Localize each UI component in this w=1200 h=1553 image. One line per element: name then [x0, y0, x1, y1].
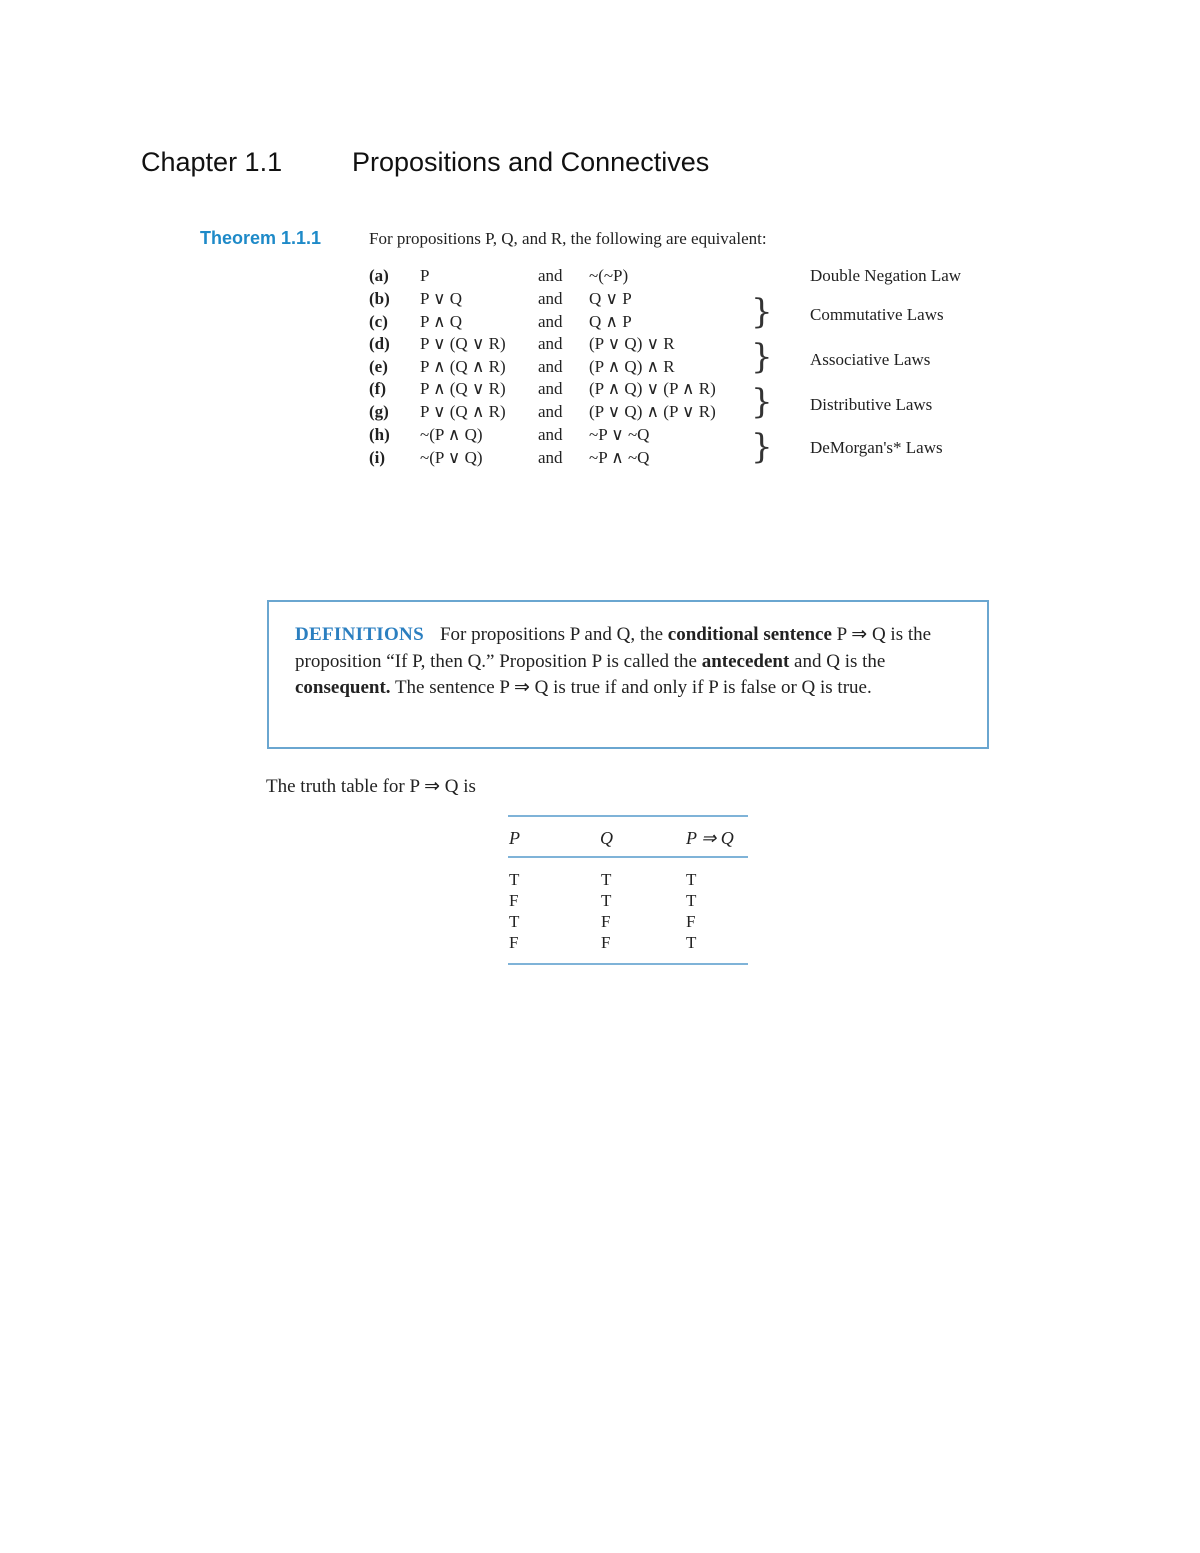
table-cell: T — [686, 870, 697, 889]
row-label: (b) — [369, 289, 390, 308]
row-conj: and — [538, 357, 563, 376]
definition-part: For propositions P and Q, the — [439, 624, 668, 645]
right-brace-icon: } — [751, 427, 773, 467]
row-rhs: Q ∨ P — [589, 289, 632, 308]
row-rhs: (P ∨ Q) ∨ R — [589, 334, 675, 353]
row-lhs: ~(P ∧ Q) — [420, 425, 483, 444]
law-double-negation: Double Negation Law — [810, 266, 962, 285]
law-commutative: Commutative Laws — [810, 305, 944, 324]
row-conj: and — [538, 379, 563, 398]
row-lhs: P ∨ Q — [420, 289, 463, 308]
row-lhs: P ∧ (Q ∨ R) — [420, 379, 506, 398]
table-cell: F — [686, 912, 696, 931]
row-lhs: P ∧ Q — [420, 312, 463, 331]
truth-table-caption: The truth table for P ⇒ Q is — [266, 776, 476, 797]
table-cell: T — [601, 891, 612, 910]
table-header-p-implies-q: P ⇒ Q — [686, 828, 734, 848]
table-cell: F — [601, 933, 611, 952]
definition-part: The sentence P ⇒ Q is true if and only if P is false or Q is true. — [390, 677, 872, 698]
definition-part: and Q is the — [789, 650, 886, 672]
row-label: (h) — [369, 425, 390, 444]
table-cell: T — [509, 912, 520, 931]
row-lhs: P ∧ (Q ∧ R) — [420, 357, 506, 376]
definition-part: P ⇒ Q is the proposition “If P, then Q.” Proposition P is called the — [295, 624, 932, 672]
theorem-intro: For propositions P, Q, and R, the following are equivalent: — [369, 229, 767, 248]
theorem-label: Theorem 1.1.1 — [200, 228, 322, 248]
law-associative: Associative Laws — [810, 350, 931, 369]
table-header-p: P — [509, 828, 520, 848]
table-header-q: Q — [600, 828, 613, 848]
row-conj: and — [538, 312, 563, 331]
right-brace-icon: } — [751, 292, 773, 332]
row-label: (d) — [369, 334, 390, 353]
definition-text — [295, 622, 975, 702]
row-label: (f) — [369, 379, 386, 398]
row-rhs: ~(~P) — [589, 266, 629, 285]
chapter-number: Chapter 1.1 — [141, 147, 283, 177]
row-rhs: ~P ∧ ~Q — [589, 448, 650, 467]
row-conj: and — [538, 425, 563, 444]
row-conj: and — [538, 448, 563, 467]
row-conj: and — [538, 402, 563, 421]
row-rhs: ~P ∨ ~Q — [589, 425, 650, 444]
row-label: (c) — [369, 312, 388, 331]
table-cell: T — [601, 870, 612, 889]
row-rhs: (P ∨ Q) ∧ (P ∨ R) — [589, 402, 716, 421]
row-conj: and — [538, 266, 563, 285]
row-label: (g) — [369, 402, 389, 421]
table-cell: F — [509, 891, 519, 910]
law-distributive: Distributive Laws — [810, 395, 933, 414]
table-cell: T — [686, 891, 697, 910]
row-lhs: P ∨ (Q ∧ R) — [420, 402, 506, 421]
row-conj: and — [538, 289, 563, 308]
definition-box — [267, 600, 989, 749]
term-conditional-sentence: conditional sentence — [667, 624, 832, 645]
row-lhs: ~(P ∨ Q) — [420, 448, 483, 467]
table-cell: T — [509, 870, 520, 889]
row-lhs: P ∨ (Q ∨ R) — [420, 334, 506, 353]
table-bottom-rule — [508, 963, 748, 965]
table-cell: F — [509, 933, 519, 952]
definition-title: DEFINITIONS — [295, 624, 424, 645]
table-cell: F — [601, 912, 611, 931]
row-rhs: (P ∧ Q) ∨ (P ∧ R) — [589, 379, 716, 398]
right-brace-icon: } — [751, 337, 773, 377]
row-rhs: (P ∧ Q) ∧ R — [589, 357, 675, 376]
table-cell: T — [686, 933, 697, 952]
row-rhs: Q ∧ P — [589, 312, 632, 331]
chapter-title: Propositions and Connectives — [352, 147, 710, 177]
row-label: (a) — [369, 266, 389, 285]
row-conj: and — [538, 334, 563, 353]
row-label: (e) — [369, 357, 388, 376]
term-consequent: consequent. — [295, 677, 391, 698]
table-top-rule — [508, 815, 748, 817]
term-antecedent: antecedent — [701, 650, 790, 672]
row-lhs: P — [420, 266, 430, 285]
row-label: (i) — [369, 448, 386, 467]
table-header-rule — [508, 856, 748, 858]
right-brace-icon: } — [751, 382, 773, 422]
law-demorgan: DeMorgan's* Laws — [810, 438, 943, 457]
